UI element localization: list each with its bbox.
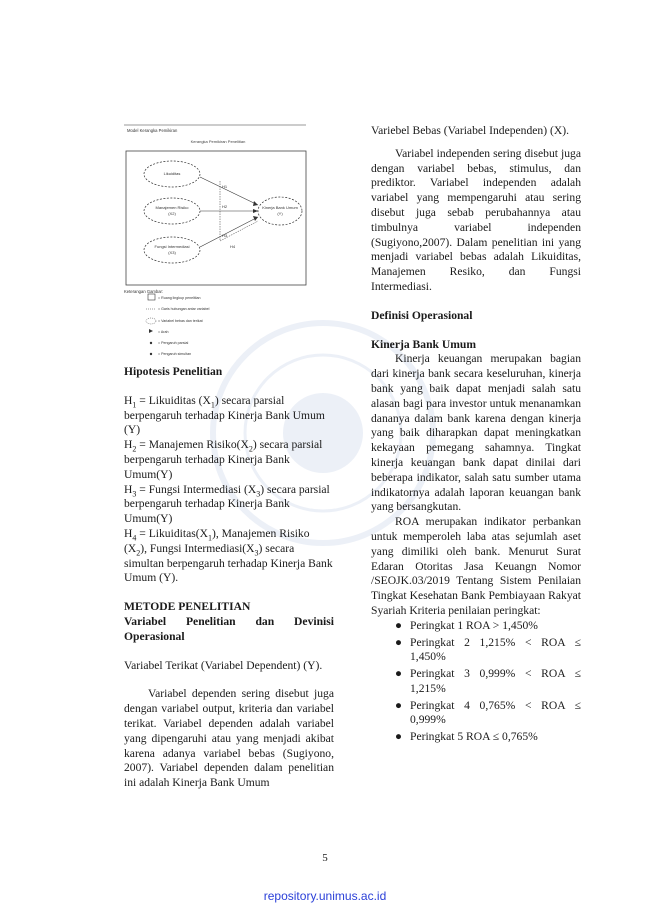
variable-y-label: Kinerja Bank Umum bbox=[262, 205, 298, 210]
definisi-heading: Definisi Operasional bbox=[371, 308, 473, 322]
hypothesis-h3-label: H3 bbox=[222, 233, 228, 238]
hypothesis-h1: $H_1$ = Likuiditas $(X_1)$ secara parsial berpengaruh terhadap Kinerja Bank Umum (Y) bbox=[124, 393, 325, 437]
figure-subtitle: Kerangka Pemikiran Penelitian bbox=[190, 139, 246, 144]
legend-item-3: = Variabel bebas dan terikat bbox=[158, 319, 203, 323]
legend-item-6: = Pengaruh simultan bbox=[158, 352, 192, 356]
bullet-icon: ● bbox=[395, 618, 403, 632]
figure-top-label: Model Kerangka Pemikiran bbox=[127, 128, 178, 133]
hypothesis-h2-label: H2 bbox=[222, 204, 228, 209]
legend-item-4: = Arah bbox=[158, 330, 169, 334]
legend-item-1: = Ruang lingkup penelitian bbox=[158, 296, 201, 300]
hypothesis-h4-label: H4 bbox=[230, 244, 236, 249]
list-item: ● Peringkat 2 1,215% < ROA ≤ 1,450% bbox=[395, 635, 581, 664]
variable-x2-label: Manajemen Risiko bbox=[155, 205, 189, 210]
list-item: ● Peringkat 3 0,999% < ROA ≤ 1,215% bbox=[395, 667, 581, 695]
legend-item-5: = Pengaruh parsial bbox=[158, 341, 189, 345]
hypothesis-h2: $H_2$ = Manajemen $Risiko(X_2)$ secara parsial berpengaruh terhadap Kinerja Bank Umum(Y) bbox=[124, 438, 323, 481]
hypothesis-h3: $H_3$ = Fungsi Intermediasi $(X_3)$ secara parsial berpengaruh terhadap Kinerja Bank Umum(Y) bbox=[124, 482, 330, 526]
variable-x3-label: Fungsi Intermediasi bbox=[154, 244, 190, 249]
variabel-terikat-paragraph: Variabel dependen sering disebut juga dengan variabel output, kriteria dan variabel terikat. Variabel dependen adalah variabel yang dipengaruhi atau yang menjadi akibat karena adanya variabel bebas (Sugiyono, 2007). Variabel dependen dalam penelitian ini adalah Kinerja Bank Umum bbox=[124, 687, 334, 790]
page-number: 5 bbox=[322, 852, 328, 864]
bullet-icon: ● bbox=[395, 635, 403, 649]
variable-x3-sub: (X3) bbox=[168, 250, 176, 255]
hypothesis-h4: $H_4$ = $Likuiditas(X_1)$, Manajemen Risiko $(X_2)$, Fungsi $Intermediasi(X_3)$ secara simultan berpengaruh terhadap Kinerja Bank Umum (Y). bbox=[124, 526, 333, 585]
variable-y-sub: (Y) bbox=[277, 211, 283, 216]
list-item: ● Peringkat 4 0,765% < ROA ≤ 0,999% bbox=[395, 698, 581, 727]
variable-x2-sub: (X2) bbox=[168, 211, 176, 216]
kinerja-heading: Kinerja Bank Umum bbox=[371, 337, 476, 351]
legend-item-2: = Garis hubungan antar variabel bbox=[158, 307, 210, 311]
bullet-icon: ● bbox=[395, 698, 403, 712]
variable-x1-label: Likuiditas bbox=[163, 171, 181, 176]
right-column bbox=[371, 124, 581, 747]
left-column bbox=[124, 365, 334, 791]
variabel-bebas-title: Variebel Bebas (Variabel Independen) (X). bbox=[371, 124, 569, 137]
metode-heading: METODE PENELITIAN bbox=[124, 600, 251, 614]
hypothesis-h1-label: H1 bbox=[222, 184, 228, 189]
bullet-icon: ● bbox=[395, 730, 403, 744]
variabel-terikat-title: Variabel Terikat (Variabel Dependent) (Y). bbox=[124, 658, 323, 672]
variabel-bebas-paragraph: Variabel independen sering disebut juga dengan variabel bebas, stimulus, dan prediktor. Variabel independen adalah variabel yang mempengaruhi atau sering disebut juga sebab perubahannya atau timbulnya variabel independen (Sugiyono,2007). Dalam penelitian ini yang menjadi variabel bebas adalah Likuiditas, Manajemen Resiko, dan Fungsi Intermediasi. bbox=[371, 146, 581, 293]
kinerja-paragraph: Kinerja keuangan merupakan bagian dari kinerja bank secara keseluruhan, kinerja bank yang baik dapat menjadi salah satu alasan bagi para investor untuk menanamkan dananya dalam bank karena dengan kinerja yang baik diharapkan dapat meningkatkan kekayaan pemegang sahamnya. Tingkat kinerja keuangan bank dapat dinilai dari beberapa indikator, salah satu sumber utama indikatornya adalah laporan keuangan bank yang bersangkutan. bbox=[371, 352, 581, 514]
variabel-heading: Variabel Penelitian dan Devinisi Operasional bbox=[124, 614, 334, 643]
bullet-icon: ● bbox=[395, 667, 403, 681]
list-item: ● Peringkat 1 ROA > 1,450% bbox=[395, 618, 538, 632]
research-framework-diagram bbox=[122, 121, 308, 361]
roa-criteria-list bbox=[371, 619, 581, 745]
hipotesis-heading: Hipotesis Penelitian bbox=[124, 365, 223, 378]
list-item: ● Peringkat 5 ROA ≤ 0,765% bbox=[395, 730, 538, 744]
legend-title: Keterangan Gambar: bbox=[124, 289, 164, 294]
roa-paragraph: ROA merupakan indikator perbankan untuk memperoleh laba atas sejumlah aset yang dimiliki oleh bank. Menurut Surat Edaran Otoritas Jasa Keuangn Nomor /SEOJK.03/2019 Tentang Sistem Penilaian Tingkat Kesehatan Bank Pembiayaan Rakyat Syariah Kriteria penilaian peringkat: bbox=[371, 515, 581, 617]
repository-link[interactable]: repository.unimus.ac.id bbox=[263, 889, 387, 903]
